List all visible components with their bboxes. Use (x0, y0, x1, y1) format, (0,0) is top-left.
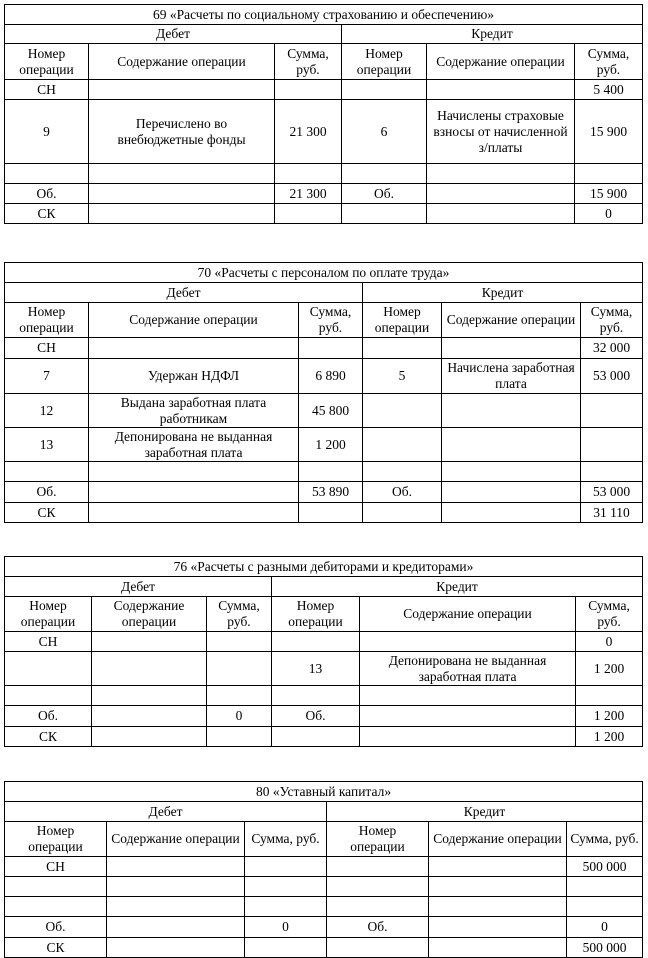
credit-header: Кредит (363, 283, 643, 303)
credit-op-description: Депонирована не выданная заработная плата (360, 652, 576, 686)
debit-op-description: Удержан НДФЛ (89, 359, 299, 394)
credit-turnover: 0 (567, 917, 643, 938)
col-header-sum: Сумма, руб. (575, 44, 643, 80)
col-header-sum: Сумма, руб. (299, 303, 363, 338)
credit-op-sum: 1 200 (576, 652, 643, 686)
debit-op-number: 7 (5, 359, 89, 394)
debit-op-sum: 45 800 (299, 394, 363, 428)
credit-op-description: Начислены страховые взносы от начисленной з/платы (427, 100, 575, 164)
account-70-table (4, 262, 643, 523)
table-row (5, 917, 643, 938)
turnover-label: Об. (327, 917, 429, 938)
col-header-number: Номер операции (327, 822, 429, 857)
table-row (5, 462, 643, 482)
credit-op-number: 6 (342, 100, 427, 164)
debit-turnover: 0 (245, 917, 327, 938)
col-header-sum: Сумма, руб. (245, 822, 327, 857)
table-row (5, 164, 643, 184)
credit-op-sum: 15 900 (575, 100, 643, 164)
table-row (5, 503, 643, 523)
debit-op-sum: 1 200 (299, 428, 363, 462)
debit-op-description: Депонирована не выданная заработная плата (89, 428, 299, 462)
credit-op-number: 13 (272, 652, 360, 686)
table-row (5, 877, 643, 897)
table-row (5, 338, 643, 359)
credit-op-number: 5 (363, 359, 442, 394)
table-row (5, 727, 643, 747)
col-header-number: Номер операции (5, 822, 107, 857)
turnover-label: Об. (272, 706, 360, 727)
col-header-sum: Сумма, руб. (275, 44, 342, 80)
debit-turnover: 53 890 (299, 482, 363, 503)
opening-balance-label: СН (5, 80, 89, 100)
turnover-label: Об. (5, 706, 92, 727)
turnover-label: Об. (5, 184, 89, 204)
opening-balance-label: СН (5, 632, 92, 652)
credit-turnover: 15 900 (575, 184, 643, 204)
account-80-table (4, 781, 643, 958)
account-69-table (4, 4, 643, 224)
opening-balance-credit: 500 000 (567, 857, 643, 877)
credit-op-description: Начислена заработная плата (442, 359, 581, 394)
debit-op-description: Перечислено во внебюджетные фонды (89, 100, 275, 164)
table-title: 76 «Расчеты с разными дебиторами и кредиторами» (5, 557, 643, 577)
table-row (5, 857, 643, 877)
table-row (5, 632, 643, 652)
opening-balance-label: СН (5, 338, 89, 359)
col-header-number: Номер операции (5, 597, 92, 632)
col-header-sum: Сумма, руб. (576, 597, 643, 632)
col-header-number: Номер операции (5, 303, 89, 338)
col-header-description: Содержание операции (89, 303, 299, 338)
table-title: 70 «Расчеты с персоналом по оплате труда» (5, 263, 643, 283)
turnover-label: Об. (363, 482, 442, 503)
table-row (5, 80, 643, 100)
col-header-number: Номер операции (342, 44, 427, 80)
table-row (5, 184, 643, 204)
closing-balance-label: СК (5, 938, 107, 958)
credit-turnover: 1 200 (576, 706, 643, 727)
table-row (5, 686, 643, 706)
turnover-label: Об. (5, 917, 107, 938)
debit-turnover: 21 300 (275, 184, 342, 204)
col-header-description: Содержание операции (360, 597, 576, 632)
col-header-description: Содержание операции (107, 822, 245, 857)
opening-balance-label: СН (5, 857, 107, 877)
opening-balance-credit: 5 400 (575, 80, 643, 100)
debit-op-sum: 21 300 (275, 100, 342, 164)
col-header-description: Содержание операции (427, 44, 575, 80)
col-header-sum: Сумма, руб. (581, 303, 643, 338)
account-76-table (4, 556, 643, 747)
credit-header: Кредит (272, 577, 643, 597)
table-title: 80 «Уставный капитал» (5, 782, 643, 802)
table-row (5, 428, 643, 462)
debit-op-number: 12 (5, 394, 89, 428)
debit-op-number: 9 (5, 100, 89, 164)
closing-balance: 0 (575, 204, 643, 224)
col-header-description: Содержание операции (429, 822, 567, 857)
opening-balance-credit: 0 (576, 632, 643, 652)
credit-turnover: 53 000 (581, 482, 643, 503)
debit-header: Дебет (5, 577, 272, 597)
turnover-label: Об. (5, 482, 89, 503)
closing-balance: 1 200 (576, 727, 643, 747)
debit-op-sum: 6 890 (299, 359, 363, 394)
opening-balance-credit: 32 000 (581, 338, 643, 359)
table-title: 69 «Расчеты по социальному страхованию и обеспечению» (5, 5, 643, 25)
table-row (5, 652, 643, 686)
closing-balance-label: СК (5, 727, 92, 747)
turnover-label: Об. (342, 184, 427, 204)
debit-header: Дебет (5, 25, 342, 44)
closing-balance-label: СК (5, 204, 89, 224)
debit-op-number: 13 (5, 428, 89, 462)
col-header-sum: Сумма, руб. (567, 822, 643, 857)
debit-header: Дебет (5, 802, 327, 822)
closing-balance: 31 110 (581, 503, 643, 523)
col-header-description: Содержание операции (92, 597, 207, 632)
credit-header: Кредит (327, 802, 643, 822)
table-row (5, 897, 643, 917)
debit-turnover: 0 (207, 706, 272, 727)
credit-op-sum: 53 000 (581, 359, 643, 394)
debit-op-description: Выдана заработная плата работникам (89, 394, 299, 428)
table-row (5, 359, 643, 394)
col-header-description: Содержание операции (89, 44, 275, 80)
table-row (5, 100, 643, 164)
table-row (5, 394, 643, 428)
closing-balance-label: СК (5, 503, 89, 523)
col-header-number: Номер операции (5, 44, 89, 80)
table-row (5, 706, 643, 727)
col-header-number: Номер операции (363, 303, 442, 338)
col-header-sum: Сумма, руб. (207, 597, 272, 632)
credit-header: Кредит (342, 25, 643, 44)
col-header-number: Номер операции (272, 597, 360, 632)
table-row (5, 482, 643, 503)
table-row (5, 204, 643, 224)
col-header-description: Содержание операции (442, 303, 581, 338)
closing-balance: 500 000 (567, 938, 643, 958)
debit-header: Дебет (5, 283, 363, 303)
